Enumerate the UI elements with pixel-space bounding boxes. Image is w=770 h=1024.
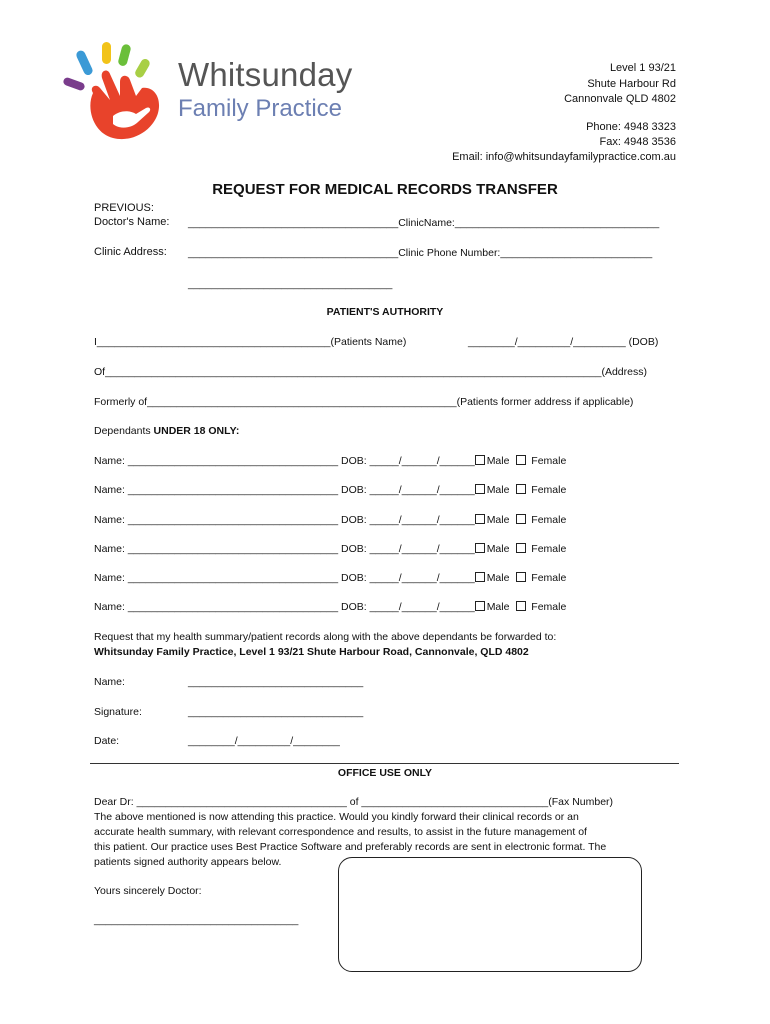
fax-text: Fax: 4948 3536 <box>599 136 676 148</box>
female-checkbox[interactable] <box>516 601 526 611</box>
signature-field[interactable]: ______________________________ <box>188 706 364 718</box>
logo-subtitle: Family Practice <box>178 95 343 122</box>
yours-sincerely-text: Yours sincerely Doctor: <box>94 885 202 897</box>
page-title: REQUEST FOR MEDICAL RECORDS TRANSFER <box>212 181 558 198</box>
male-checkbox[interactable] <box>475 455 485 465</box>
request-text: Request that my health summary/patient records along with the above dependants be forwarded to: <box>94 631 557 643</box>
address-line-1: Level 1 93/21 <box>609 62 676 74</box>
email-text: Email: info@whitsundayfamilypractice.com.au <box>452 151 676 163</box>
female-checkbox[interactable] <box>516 455 526 465</box>
office-paragraph-3: this patient. Our practice uses Best Practice Software and preferably records are sent in electronic format. The <box>94 841 607 853</box>
signature-label: Signature: <box>94 706 142 718</box>
female-checkbox[interactable] <box>516 543 526 553</box>
clinic-address-line-2-field[interactable]: ___________________________________ <box>188 278 393 290</box>
clinic-address-phone-field[interactable]: ____________________________________Clinic Phone Number:__________________________ <box>188 247 653 259</box>
dependant-row[interactable]: Name: ____________________________________ DOB: _____/______/______ Male Female <box>94 543 567 555</box>
name-label: Name: <box>94 676 125 688</box>
male-checkbox[interactable] <box>475 484 485 494</box>
male-checkbox[interactable] <box>475 601 485 611</box>
dear-doctor-field[interactable]: Dear Dr: ____________________________________ of ________________________________(Fax Number) <box>94 796 614 808</box>
female-checkbox[interactable] <box>516 572 526 582</box>
dependant-row[interactable]: Name: ____________________________________ DOB: _____/______/______ Male Female <box>94 455 567 467</box>
doctor-name-label: Doctor's Name: <box>94 216 170 228</box>
divider <box>90 763 679 764</box>
office-paragraph-1: The above mentioned is now attending this practice. Would you kindly forward their clinical records or an <box>94 811 579 823</box>
patients-authority-heading: PATIENT'S AUTHORITY <box>326 306 444 318</box>
office-use-heading: OFFICE USE ONLY <box>337 767 433 779</box>
hand-logo-icon <box>90 71 159 140</box>
clinic-address-label: Clinic Address: <box>94 246 167 258</box>
former-address-field[interactable]: Formerly of_____________________________________________________(Patients former address if applicable) <box>94 396 634 408</box>
logo-title: Whitsunday <box>178 56 353 93</box>
office-paragraph-2: accurate health summary, with relevant correspondence and results, to assist in the future management of <box>94 826 587 838</box>
dependant-row[interactable]: Name: ____________________________________ DOB: _____/______/______ Male Female <box>94 572 567 584</box>
dependants-label: Dependants UNDER 18 ONLY: <box>94 425 240 437</box>
patient-address-field[interactable]: Of_____________________________________________________________________________________(Address) <box>94 366 647 378</box>
date-label: Date: <box>94 735 120 747</box>
dependant-row[interactable]: Name: ____________________________________ DOB: _____/______/______ Male Female <box>94 601 567 613</box>
male-checkbox[interactable] <box>475 543 485 553</box>
doctor-clinic-name-field[interactable]: ____________________________________ClinicName:___________________________________ <box>188 217 660 229</box>
patient-dob-field[interactable]: ________/_________/_________ (DOB) <box>468 336 659 348</box>
female-checkbox[interactable] <box>516 484 526 494</box>
patient-name-field[interactable]: I________________________________________(Patients Name) <box>94 336 407 348</box>
dependant-row[interactable]: Name: ____________________________________ DOB: _____/______/______ Male Female <box>94 514 567 526</box>
stamp-box[interactable] <box>338 857 642 972</box>
address-line-3: Cannonvale QLD 4802 <box>564 93 676 105</box>
forward-address-text: Whitsunday Family Practice, Level 1 93/21 Shute Harbour Road, Cannonvale, QLD 4802 <box>94 646 529 658</box>
dependant-row[interactable]: Name: ____________________________________ DOB: _____/______/______ Male Female <box>94 484 567 496</box>
address-line-2: Shute Harbour Rd <box>587 78 676 90</box>
phone-text: Phone: 4948 3323 <box>586 121 676 133</box>
name-field[interactable]: ______________________________ <box>188 676 364 688</box>
office-paragraph-4: patients signed authority appears below. <box>94 856 282 868</box>
date-field[interactable]: ________/_________/________ <box>188 735 340 747</box>
female-checkbox[interactable] <box>516 514 526 524</box>
doctor-signature-field[interactable]: ___________________________________ <box>94 914 299 926</box>
male-checkbox[interactable] <box>475 514 485 524</box>
male-checkbox[interactable] <box>475 572 485 582</box>
previous-label: PREVIOUS: <box>94 202 154 214</box>
